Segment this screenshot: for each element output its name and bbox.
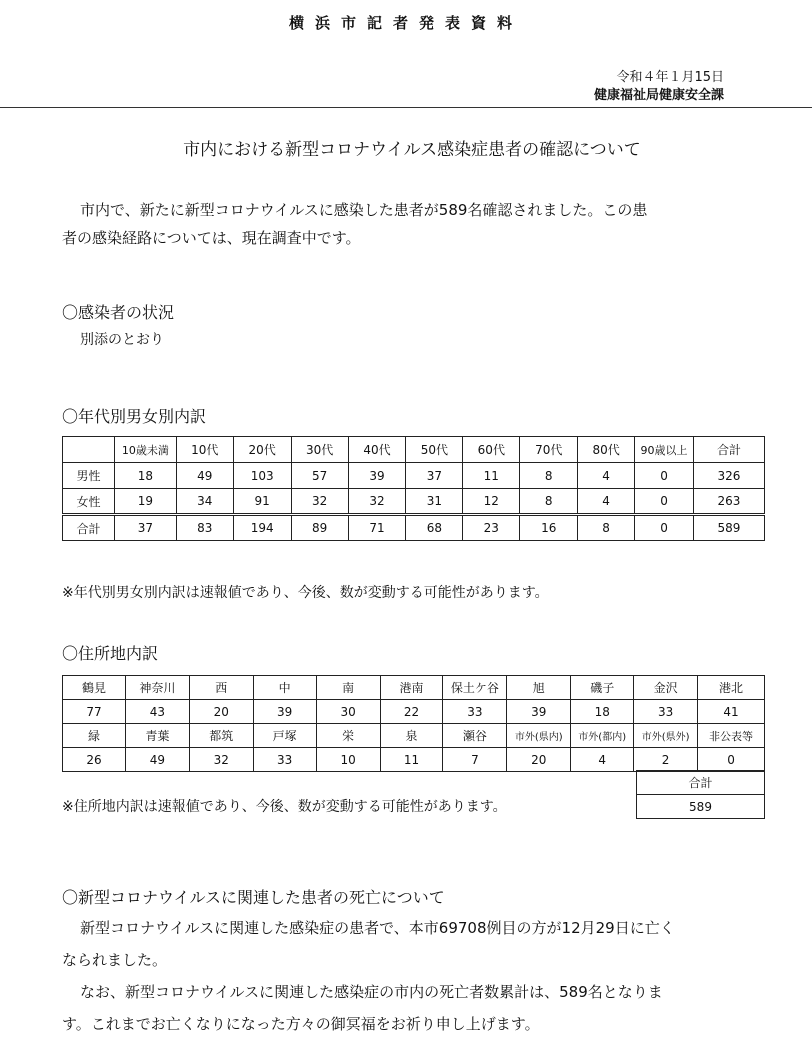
cell: 103 [233, 463, 291, 489]
age-col-header: 10歳未満 [114, 437, 176, 463]
district-count: 32 [189, 748, 253, 772]
district-count: 39 [507, 700, 571, 724]
cell: 31 [406, 489, 463, 515]
age-col-header: 合計 [693, 437, 764, 463]
age-col-header: 90歳以上 [635, 437, 694, 463]
district-count: 33 [443, 700, 507, 724]
death-line-4: す。これまでお亡くなりになった方々の御冥福をお祈り申し上げます。 [62, 1015, 540, 1033]
cell: 71 [348, 515, 406, 541]
cell: 18 [114, 463, 176, 489]
district-count: 20 [507, 748, 571, 772]
address-heading: 〇住所地内訳 [62, 644, 159, 663]
district-label: 港南 [380, 676, 443, 700]
cell: 32 [291, 489, 348, 515]
table-row [63, 463, 765, 489]
district-count: 7 [443, 748, 507, 772]
cell: 32 [348, 489, 406, 515]
status-heading: 〇感染者の状況 [62, 303, 175, 322]
district-count: 4 [571, 748, 634, 772]
cell: 83 [176, 515, 233, 541]
department-name: 健康福祉局健康安全課 [593, 88, 724, 103]
cell: 0 [635, 489, 694, 515]
district-label: 市外(県外) [634, 724, 698, 748]
district-label: 栄 [316, 724, 380, 748]
age-col-empty [63, 437, 115, 463]
death-line-3: なお、新型コロナウイルスに関連した感染症の市内の死亡者数累計は、589名となりま [80, 983, 663, 1001]
district-label: 鶴見 [63, 676, 126, 700]
district-count: 77 [63, 700, 126, 724]
cell: 89 [291, 515, 348, 541]
row-label: 女性 [63, 489, 115, 515]
address-value-row-1 [63, 700, 765, 724]
cell: 4 [578, 489, 635, 515]
cell: 68 [406, 515, 463, 541]
district-count: 0 [698, 748, 765, 772]
address-table [62, 675, 765, 772]
cell: 57 [291, 463, 348, 489]
intro-line-1: 市内で、新たに新型コロナウイルスに感染した患者が589名確認されました。この患 [80, 201, 648, 219]
district-count: 30 [316, 700, 380, 724]
district-count: 26 [63, 748, 126, 772]
district-label: 市外(都内) [571, 724, 634, 748]
cell: 16 [520, 515, 578, 541]
district-label: 港北 [698, 676, 765, 700]
cell: 0 [635, 463, 694, 489]
district-count: 20 [189, 700, 253, 724]
cell: 37 [114, 515, 176, 541]
cell: 49 [176, 463, 233, 489]
address-note: ※住所地内訳は速報値であり、今後、数が変動する可能性があります。 [62, 799, 507, 815]
district-count: 22 [380, 700, 443, 724]
address-total-box [636, 770, 765, 819]
cell: 0 [635, 515, 694, 541]
death-line-2: なられました。 [62, 951, 168, 969]
cell: 4 [578, 463, 635, 489]
address-total-value: 589 [637, 795, 765, 819]
district-label: 緑 [63, 724, 126, 748]
release-date: 令和４年１月15日 [616, 70, 724, 85]
intro-line-2: 者の感染経路については、現在調査中です。 [62, 229, 361, 247]
district-count: 2 [634, 748, 698, 772]
district-count: 49 [125, 748, 189, 772]
table-row [63, 489, 765, 515]
district-label: 西 [189, 676, 253, 700]
district-count: 10 [316, 748, 380, 772]
status-body: 別添のとおり [80, 332, 164, 348]
address-label-row-1 [63, 676, 765, 700]
district-label: 保土ケ谷 [443, 676, 507, 700]
district-count: 41 [698, 700, 765, 724]
district-label: 中 [253, 676, 316, 700]
district-count: 11 [380, 748, 443, 772]
cell: 12 [463, 489, 520, 515]
age-col-header: 10代 [176, 437, 233, 463]
cell: 8 [578, 515, 635, 541]
table-row [63, 515, 765, 541]
age-col-header: 30代 [291, 437, 348, 463]
district-label: 非公表等 [698, 724, 765, 748]
district-count: 43 [125, 700, 189, 724]
age-col-header: 20代 [233, 437, 291, 463]
address-value-row-2 [63, 748, 765, 772]
press-release-header: 横浜市記者発表資料 [288, 14, 523, 32]
district-label: 戸塚 [253, 724, 316, 748]
cell: 23 [463, 515, 520, 541]
cell: 91 [233, 489, 291, 515]
address-label-row-2 [63, 724, 765, 748]
district-count: 39 [253, 700, 316, 724]
cell: 37 [406, 463, 463, 489]
district-label: 都筑 [189, 724, 253, 748]
age-heading: 〇年代別男女別内訳 [62, 407, 207, 426]
district-label: 金沢 [634, 676, 698, 700]
district-label: 青葉 [125, 724, 189, 748]
district-count: 33 [634, 700, 698, 724]
cell: 19 [114, 489, 176, 515]
cell: 34 [176, 489, 233, 515]
age-gender-table [62, 436, 765, 541]
cell: 39 [348, 463, 406, 489]
age-col-header: 80代 [578, 437, 635, 463]
district-count: 33 [253, 748, 316, 772]
row-label: 男性 [63, 463, 115, 489]
district-count: 18 [571, 700, 634, 724]
district-label: 神奈川 [125, 676, 189, 700]
address-total-label: 合計 [637, 771, 765, 795]
age-note: ※年代別男女別内訳は速報値であり、今後、数が変動する可能性があります。 [62, 585, 549, 601]
cell: 326 [693, 463, 764, 489]
cell: 194 [233, 515, 291, 541]
header-divider [0, 107, 812, 108]
cell: 8 [520, 489, 578, 515]
row-label: 合計 [63, 515, 115, 541]
cell: 589 [693, 515, 764, 541]
death-heading: 〇新型コロナウイルスに関連した患者の死亡について [62, 888, 445, 907]
district-label: 旭 [507, 676, 571, 700]
cell: 8 [520, 463, 578, 489]
district-label: 瀬谷 [443, 724, 507, 748]
age-col-header: 50代 [406, 437, 463, 463]
district-label: 泉 [380, 724, 443, 748]
cell: 11 [463, 463, 520, 489]
cell: 263 [693, 489, 764, 515]
district-label: 市外(県内) [507, 724, 571, 748]
document-title: 市内における新型コロナウイルス感染症患者の確認について [183, 140, 641, 160]
age-col-header: 60代 [463, 437, 520, 463]
death-line-1: 新型コロナウイルスに関連した感染症の患者で、本市69708例目の方が12月29日に亡く [80, 919, 675, 937]
district-label: 磯子 [571, 676, 634, 700]
district-label: 南 [316, 676, 380, 700]
age-col-header: 40代 [348, 437, 406, 463]
age-col-header: 70代 [520, 437, 578, 463]
